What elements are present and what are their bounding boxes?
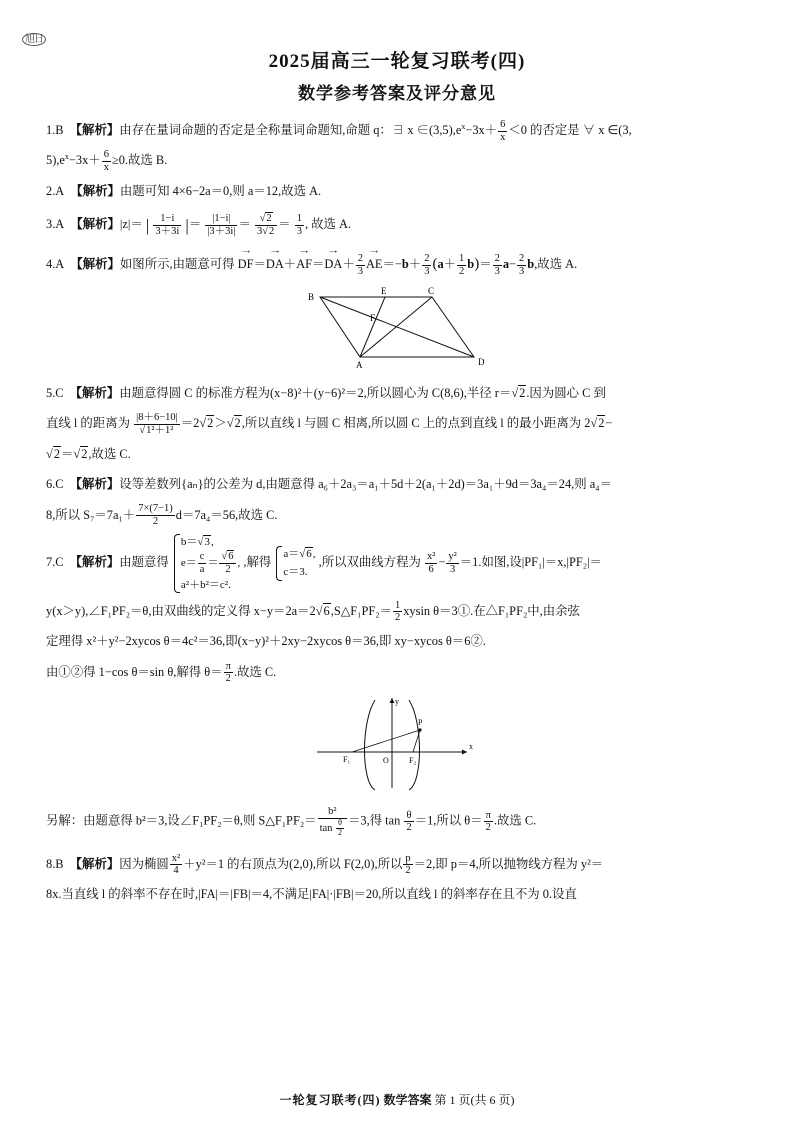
fraction-6-over-x-2: $\frac{6}{x}$ <box>103 149 109 174</box>
fraction-abs1minusi-over-abs3plus3i: $\frac{|1-i|}{|3+3i|}$ <box>207 213 236 237</box>
fraction-y2-over-3: $\frac{\text{y²}}{3}$ <box>448 551 457 575</box>
vector-AE: → AE <box>366 250 383 277</box>
answer-item-7: 7.C 【解析】由题意得 b＝√3, e＝ $\frac{c}{a}$ ＝ $\frac{√6}{2}$ , a²＋b²＝c². ,解得 a＝√6, c＝3. ,所以双曲线方程为 $\frac{\text{x²}}{6}$ − $\frac{\text{y²}}{3}$ ＝1.如图,设|PF₁|＝x,|PF₂|＝ <box>46 533 748 594</box>
item-1-line-3: 故选 B. <box>128 153 168 168</box>
item-8-line-1b: ＋y²＝1 的右顶点为(2,0),所以 F(2,0),所以 <box>183 856 403 871</box>
item-3-tail: 故选 A. <box>311 217 352 232</box>
fraction-2-over-3: $\frac{2}{3}$ <box>357 253 363 277</box>
item-6-line-1: 设等差数列{aₙ}的公差为 d,由题意得 a₆＋2a₃＝a₁＋5d＋2(a₁＋2d)＝3a₁＋9d＝3a₄＝24,则 a₄＝ <box>119 477 612 492</box>
item-5-line-2b: ,所以直线 l 与圆 C 相离,所以圆 C 上的点到直线 l 的最小距离为 2 <box>241 416 591 431</box>
publisher-logo <box>22 30 48 50</box>
item-7-alt-c: ＝1,所以 θ＝ <box>414 813 483 828</box>
answer-item-8 <box>46 852 748 877</box>
item-7-alt-b: ＝3,得 tan <box>348 813 401 828</box>
answer-item-5: 5.C 【解析】由题意得圆 C 的标准方程为(x−8)²＋(y−6)²＝2,所以圆心为 C(8,6),半径 r＝√2.因为圆心 C 到 <box>46 385 606 400</box>
item-5-line-3: ,故选 C. <box>88 446 131 461</box>
figure-parallelogram-q4 <box>46 285 748 375</box>
svg-text:C: C <box>428 285 435 296</box>
analysis-label: 【解析】 <box>69 555 120 570</box>
item-7-line-2a: y(x＞y),∠F₁PF₂＝θ,由双曲线的定义得 x−y＝2a＝2 <box>46 603 316 618</box>
system-of-equations-2: a＝√6, c＝3. <box>274 545 315 581</box>
answer-item-8-cont <box>46 882 748 907</box>
svg-text:B: B <box>308 291 315 302</box>
analysis-label: 【解析】 <box>69 123 120 137</box>
vector-DA: → DA <box>266 250 284 277</box>
fraction-7x7minus1-over-2: $\frac{7\times(7-1)}{2}$ <box>138 503 173 528</box>
item-number: 3.A <box>46 217 65 232</box>
svg-text:O: O <box>383 756 389 766</box>
svg-text:F: F <box>370 312 376 323</box>
fraction-sqrt2-over-3sqrt2: $\frac{√2}{3√2}$ <box>255 213 277 238</box>
svg-text:D: D <box>478 356 485 367</box>
analysis-label: 【解析】 <box>69 856 120 871</box>
analysis-label: 【解析】 <box>70 257 120 272</box>
vector-DF: → DF <box>238 250 254 277</box>
item-7-alt-a: 另解：由题意得 b²＝3,设∠F₁PF₂＝θ,则 S△F₁PF₂＝ <box>46 813 317 828</box>
answer-item-5-cont: 直线 l 的距离为 $\frac{|8+6-10|}{\text{√1²＋1²}}$ ＝2√2＞√2,所以直线 l 与圆 C 相离,所以圆 C 上的点到直线 l 的最小距离为 2√2− <box>46 412 613 436</box>
fraction-theta-over-2: $\frac{\theta}{2}$ <box>406 809 412 834</box>
svg-text:F₂: F₂ <box>409 756 417 766</box>
answer-item-6-cont <box>46 503 748 528</box>
fraction-1-over-3: $\frac{1}{3}$ <box>296 213 302 237</box>
fraction-1-over-2-area: $\frac{1}{2}$ <box>394 599 401 624</box>
item-7-line-4a: 由①②得 1−cos θ＝sin θ,解得 θ＝ <box>46 664 223 679</box>
fraction-distance: $\frac{|8+6-10|}{\text{√1²＋1²}}$ <box>136 412 178 436</box>
fraction-p-over-2: $\frac{p}{2}$ <box>405 852 411 877</box>
fraction-2-over-3-d: $\frac{2}{3}$ <box>519 253 525 277</box>
fraction-pi-over-2: $\frac{\pi}{2}$ <box>225 660 231 685</box>
fraction-pi-over-2-alt: $\frac{\pi}{2}$ <box>485 809 491 834</box>
analysis-label: 【解析】 <box>70 217 120 232</box>
item-7-line-2c: xysin θ＝3①.在△F₁PF₂中,由余弦 <box>403 603 580 618</box>
svg-text:E: E <box>381 285 387 296</box>
answer-item-2 <box>46 179 748 204</box>
fraction-2-over-3-b: $\frac{2}{3}$ <box>424 253 430 277</box>
item-6-line-2a: 8,所以 S₇＝7a₁＋ <box>46 507 136 522</box>
item-5-line-1: 由题意得圆 C 的标准方程为(x−8)²＋(y−6)²＝2,所以圆心为 C(8,6),半径 r＝ <box>119 385 512 400</box>
item-7-line-1-end: ＝1.如图,设|PF₁|＝x,|PF₂|＝ <box>459 555 602 570</box>
page-footer <box>0 1091 794 1108</box>
figure-hyperbola-q7 <box>46 690 748 800</box>
item-7-line-1-pre: 由题意得 <box>119 555 169 570</box>
fraction-b2-over-tan: b² tan $\frac{\theta}{2}$ <box>318 806 347 838</box>
system-of-equations-1: b＝√3, e＝ $\frac{c}{a}$ ＝ $\frac{√6}{2}$ , a²＋b²＝c². <box>172 533 240 594</box>
figure-q7-svg <box>287 690 507 795</box>
publisher-logo-text: 旭日 <box>22 33 46 46</box>
answer-item-7-cont1: y(x＞y),∠F₁PF₂＝θ,由双曲线的定义得 x−y＝2a＝2√6,S△F₁PF₂＝ $\frac{1}{2}$ xysin θ＝3①.在△F₁PF₂中,由余弦 <box>46 599 580 624</box>
fraction-1-over-2: $\frac{1}{2}$ <box>459 253 465 277</box>
svg-text:x: x <box>469 742 473 752</box>
figure-q4-svg <box>282 285 512 370</box>
svg-text:A: A <box>356 359 363 370</box>
item-number: 7.C <box>46 555 64 570</box>
item-4-tail: 故选 A. <box>537 257 578 272</box>
analysis-label: 【解析】 <box>69 385 120 400</box>
svg-text:y: y <box>395 697 399 707</box>
footer-right: 第 1 页(共 6 页) <box>434 1093 515 1107</box>
item-8-line-1a: 因为椭圆 <box>119 856 169 871</box>
item-4-text: 如图所示,由题意可得 <box>119 257 235 272</box>
item-7-line-2b: ,S△F₁PF₂＝ <box>330 603 392 618</box>
answer-item-6 <box>46 472 748 497</box>
item-7-line-1-post: ,所以双曲线方程为 <box>318 555 421 570</box>
fraction-x2-over-6: $\frac{\text{x²}}{6}$ <box>426 551 436 575</box>
item-7-line-4b: .故选 C. <box>233 664 277 679</box>
answer-item-7-cont2 <box>46 629 748 654</box>
fraction-6-over-x: $\frac{6}{x}$ <box>500 118 506 143</box>
vector-AF: → AF <box>296 250 312 277</box>
answer-item-5-cont2: √2＝√2,故选 C. <box>46 446 131 461</box>
page-title: 2025届高三一轮复习联考(四) <box>268 51 526 72</box>
item-8-line-2: 8x.当直线 l 的斜率不存在时,|FA|＝|FB|＝4,不满足|FA|·|FB|＝20,所以直线 l 的斜率存在且不为 0.设直 <box>46 887 577 902</box>
item-1-line-1: 由存在量词命题的否定是全称量词命题知,命题 q：∃ x ∈(3,5),e <box>119 123 462 137</box>
item-number: 5.C <box>46 385 64 400</box>
footer-center: 数学答案 <box>383 1093 432 1107</box>
item-number: 6.C <box>46 477 64 492</box>
item-number: 1.B <box>46 123 64 137</box>
answer-item-4: 4.A 【解析】如图所示,由题意可得 → DF＝→ DA＋→ AF＝→ DA＋ $\frac{2}{3}$ → AE＝−b＋ $\frac{2}{3}$ (a＋ $\frac{1}{2}$ b)＝ $\frac{2}{3}$ a− $\frac{2}{3}$ b,故选 A. <box>46 249 748 280</box>
item-8-line-1c: ＝2,即 p＝4,所以抛物线方程为 y²＝ <box>413 856 604 871</box>
item-3-formula: |z|＝ | $\frac{1-i}{3+3i}$ |＝ $\frac{|1-i|}{|3+3i|}$ ＝ $\frac{√2}{3√2}$ ＝ $\frac{1}{3}$ , <box>119 213 312 237</box>
answer-item-3 <box>46 209 748 244</box>
item-6-line-2b: d＝7a₄＝56,故选 C. <box>175 507 278 522</box>
fraction-c-over-a: $\frac{c}{a}$ <box>199 551 205 575</box>
item-number: 2.A <box>46 183 65 198</box>
item-7-line-3: 定理得 x²＋y²−2xycos θ＝4c²＝36,即(x−y)²＋2xy−2xycos θ＝36,即 xy−xycos θ＝6②. <box>46 634 486 649</box>
item-5-line-2a: 直线 l 的距离为 <box>46 416 130 431</box>
item-5-line-1b: .因为圆心 C 到 <box>526 385 606 400</box>
fraction-2-over-3-c: $\frac{2}{3}$ <box>494 253 500 277</box>
analysis-label: 【解析】 <box>69 477 120 492</box>
fraction-sqrt6-over-2: $\frac{√6}{2}$ <box>219 551 236 576</box>
item-number: 4.A <box>46 257 65 272</box>
item-2-text: 由题可知 4×6−2a＝0,则 a＝12,故选 A. <box>119 183 322 198</box>
item-7-line-1-mid: ,解得 <box>243 555 272 570</box>
answer-item-7-cont3 <box>46 660 748 685</box>
item-1-line-2: 5),e <box>46 153 65 168</box>
item-7-alt-d: .故选 C. <box>493 813 537 828</box>
vector-DA-2: → DA <box>324 250 342 277</box>
analysis-label: 【解析】 <box>70 183 120 198</box>
fraction-x2-over-4: $\frac{\text{x²}}{4}$ <box>171 852 181 877</box>
svg-text:P: P <box>418 718 423 728</box>
answer-item-1: 1.B 【解析】由存在量词命题的否定是全称量词命题知,命题 q：∃ x $\in(3,5),e^x-3x+$ $\frac{6}{x}$ ＜0 的否定是 ∀ x ∈(3, <box>46 118 632 143</box>
answer-item-1-cont: $5),e^x-3x+$ $\frac{6}{x}$ ≥0.故选 B. <box>46 149 168 174</box>
item-number: 8.B <box>46 856 64 871</box>
answer-item-7-alt <box>46 806 748 838</box>
fraction-1-minus-i-over-3-plus-3i: $\frac{1-i}{3+3i}$ <box>155 213 180 237</box>
svg-text:F₁: F₁ <box>343 755 351 765</box>
footer-left: 一轮复习联考(四) <box>279 1093 381 1107</box>
page-subtitle: 数学参考答案及评分意见 <box>298 84 496 103</box>
